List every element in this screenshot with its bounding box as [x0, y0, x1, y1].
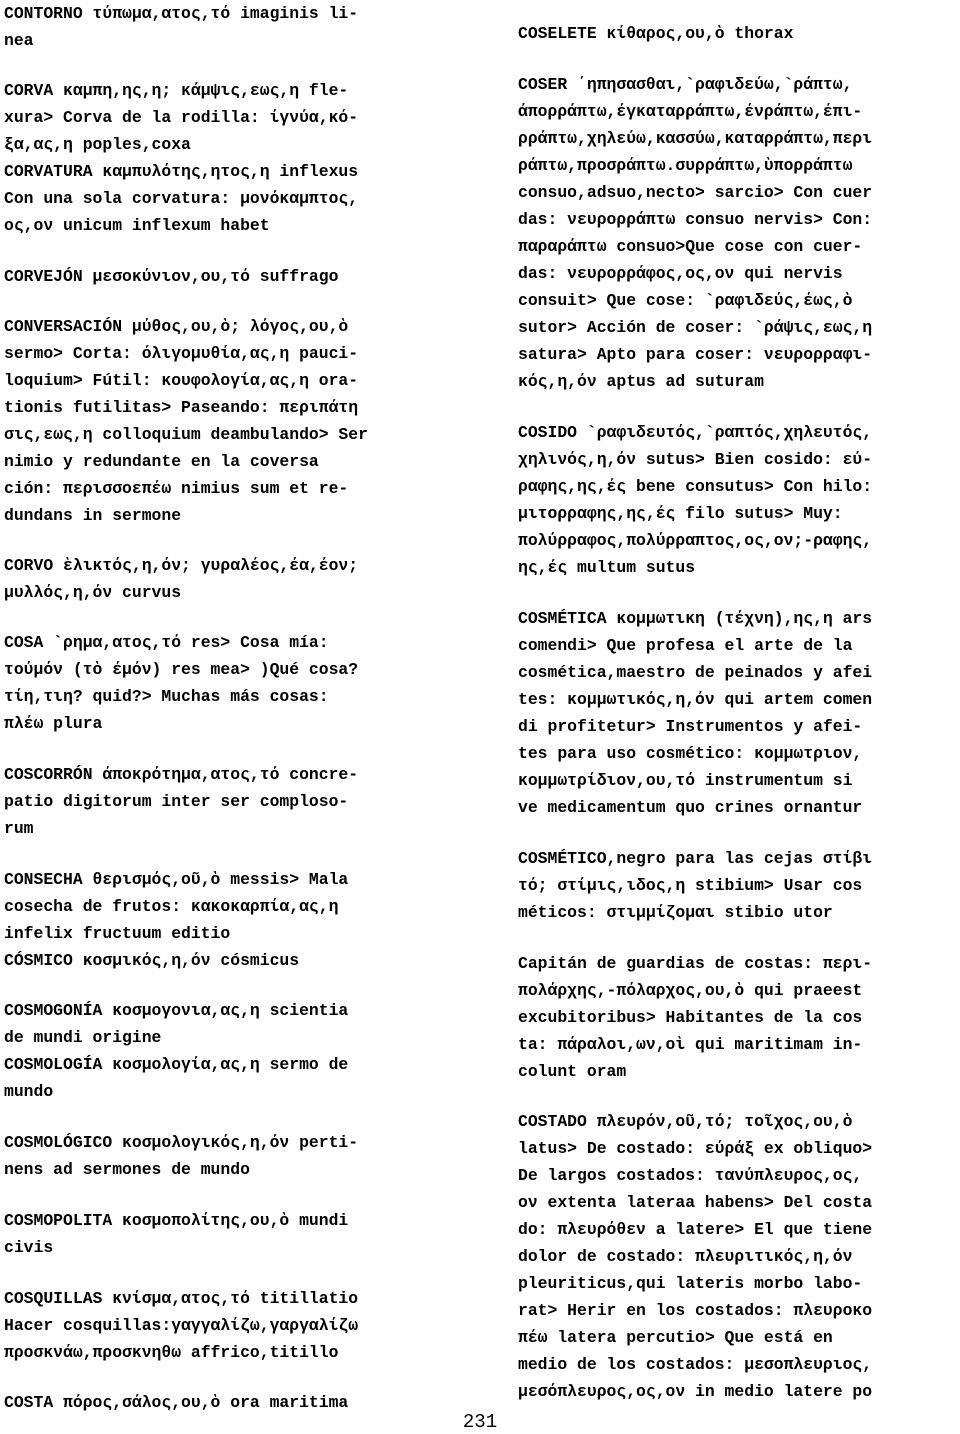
entry-line: do: πλευρόθεν a latere> El que tiene — [518, 1220, 873, 1239]
dictionary-entry — [518, 419, 958, 581]
entry-line: COSIDO `ραφιδευτός,`ραπτός,χηλευτός, — [518, 423, 873, 442]
entry-line: Con una sola corvatura: μονόκαμπτος, — [4, 189, 359, 208]
entry-line: COSMÉTICA κομμωτικη (τέχνη),ης,η ars — [518, 609, 873, 628]
entry-line: De largos costados: τανύπλευρος,ος, — [518, 1166, 863, 1185]
page-number: 231 — [462, 1411, 498, 1433]
entry-line: nens ad sermones de mundo — [4, 1160, 250, 1179]
entry-line: CONSECHA θερισμός,οῦ,ὸ messis> Mala — [4, 870, 349, 889]
entry-line: CORVATURA καμπυλότης,ητος,η inflexus — [4, 162, 359, 181]
dictionary-entry — [518, 950, 958, 1085]
entry-line: dolor de costado: πλευριτικός,η,όν — [518, 1247, 853, 1266]
entry-line: rat> Herir en los costados: πλευροκο — [518, 1301, 873, 1320]
entry-line: COSMOLOGÍA κοσμολογία,ας,η sermo de — [4, 1055, 349, 1074]
entry-line: latus> De costado: εύράξ ex obliquo> — [518, 1139, 873, 1158]
entry-line: COSTADO πλευρόν,οῦ,τό; τοῖχος,ου,ὸ — [518, 1112, 853, 1131]
entry-line: cosmética,maestro de peinados y afei — [518, 663, 873, 682]
entry-line: tes para uso cosmético: κομμωτριον, — [518, 744, 863, 763]
entry-line: COSQUILLAS κνίσμα,ατος,τό titillatio — [4, 1289, 359, 1308]
entry-line: infelix fructuum editio — [4, 924, 231, 943]
entry-line: COSCORRÓN άποκρότημα,ατος,τό concre- — [4, 765, 359, 784]
dictionary-entry — [518, 605, 958, 821]
dictionary-entry — [518, 20, 958, 47]
dictionary-entry — [518, 71, 958, 395]
entry-line: COSA `ρημα,ατος,τό res> Cosa mía: — [4, 633, 329, 652]
entry-line: COSMOGONÍA κοσμογονια,ας,η scientia — [4, 1001, 349, 1020]
entry-line: COSER ΄ηπησασθαι,`ραφιδεύω,`ράπτω, — [518, 75, 853, 94]
entry-line: ta: πάραλοι,ων,οὶ qui maritimam in- — [518, 1035, 863, 1054]
dictionary-entry — [4, 629, 450, 737]
dictionary-entry — [4, 997, 450, 1105]
entry-line: de mundi origine — [4, 1028, 162, 1047]
entry-line: nea — [4, 31, 34, 50]
entry-line: colunt oram — [518, 1062, 627, 1081]
entry-line: πολύρραφος,πολύρραπτος,ος,ον;-ραφης, — [518, 531, 873, 550]
entry-line: satura> Apto para coser: νευρορραφι- — [518, 345, 873, 364]
entry-line: CORVEJÓN μεσοκύνιον,ου,τό suffrago — [4, 267, 339, 286]
entry-line: sutor> Acción de coser: `ράψις,εως,η — [518, 318, 873, 337]
entry-line: ράπτω,προσράπτω.συρράπτω,ὺπορράπτω — [518, 156, 853, 175]
entry-line: di profitetur> Instrumentos y afei- — [518, 717, 863, 736]
dictionary-entry — [4, 77, 450, 239]
entry-line: sermo> Corta: όλιγομυθία,ας,η pauci- — [4, 344, 359, 363]
entry-line: παραράπτω consuo>Que cose con cuer- — [518, 237, 863, 256]
entry-line: mundo — [4, 1082, 54, 1101]
entry-line: das: νευρορράφος,ος,ον qui nervis — [518, 264, 843, 283]
dictionary-entry — [4, 1207, 450, 1261]
entry-line: consuit> Que cose: `ραφιδεύς,έως,ὸ — [518, 291, 853, 310]
entry-line: ης,ές multum sutus — [518, 558, 696, 577]
entry-line: μιτορραφης,ης,ές filo sutus> Muy: — [518, 504, 843, 523]
entry-line: COSMÉTICO,negro para las cejas στίβι — [518, 849, 873, 868]
entry-line: Capitán de guardias de costas: περι- — [518, 954, 873, 973]
entry-line: προσκνάω,προσκνηθω affrico,titillo — [4, 1343, 339, 1362]
dictionary-entry — [518, 845, 958, 926]
dictionary-entry — [4, 1285, 450, 1366]
entry-line: xura> Corva de la rodilla: ίγνύα,κό- — [4, 108, 359, 127]
dictionary-entry — [4, 866, 450, 974]
entry-line: COSTA πόρος,σάλος,ου,ὸ ora maritima — [4, 1393, 349, 1412]
entry-line: CÓSMICO κοσμικός,η,όν cósmicus — [4, 951, 300, 970]
entry-line: κός,η,όν aptus ad suturam — [518, 372, 764, 391]
entry-line: μεσόπλευρος,ος,ον in medio latere po — [518, 1382, 873, 1401]
entry-line: ον extenta lateraa habens> Del costa — [518, 1193, 873, 1212]
entry-line: pleuriticus,qui lateris morbo labo- — [518, 1274, 863, 1293]
entry-line: tes: κομμωτικός,η,όν qui artem comen — [518, 690, 873, 709]
dictionary-entry — [4, 263, 450, 290]
entry-line: COSELETE κίθαρος,ου,ὸ thorax — [518, 24, 794, 43]
entry-line: consuo,adsuo,necto> sarcio> Con cuer — [518, 183, 873, 202]
entry-line: comendi> Que profesa el arte de la — [518, 636, 853, 655]
entry-line: COSMOLÓGICO κοσμολογικός,η,όν perti- — [4, 1133, 359, 1152]
dictionary-entry — [4, 0, 450, 54]
entry-line: ος,ον unicum inflexum habet — [4, 216, 270, 235]
entry-line: Hacer cosquillas:γαγγαλίζω,γαργαλίζω — [4, 1316, 359, 1335]
entry-line: ρράπτω,χηλεύω,κασσύω,καταρράπτω,περι — [518, 129, 873, 148]
entry-line: κομμωτρίδιον,ου,τό instrumentum si — [518, 771, 853, 790]
entry-line: τό; στίμις,ιδος,η stibium> Usar cos — [518, 876, 863, 895]
right-column — [518, 0, 958, 1405]
entry-line: χηλινός,η,όν sutus> Bien cosido: εύ- — [518, 450, 873, 469]
entry-line: loquium> Fútil: κουφολογία,ας,η ora- — [4, 371, 359, 390]
entry-line: excubitoribus> Habitantes de la cos — [518, 1008, 863, 1027]
entry-line: COSMOPOLITA κοσμοπολίτης,ου,ὸ mundi — [4, 1211, 349, 1230]
entry-line: civis — [4, 1238, 54, 1257]
dictionary-entry — [4, 313, 450, 529]
entry-line: rum — [4, 819, 34, 838]
dictionary-entry — [4, 761, 450, 842]
entry-line: das: νευρορράπτω consuo nervis> Con: — [518, 210, 873, 229]
entry-line: πέω latera percutio> Que está en — [518, 1328, 833, 1347]
entry-line: ción: περισσοεπέω nimius sum et re- — [4, 479, 349, 498]
entry-line: τίη,τιη? quid?> Muchas más cosas: — [4, 687, 329, 706]
entry-line: ve medicamentum quo crines ornantur — [518, 798, 863, 817]
entry-line: patio digitorum inter ser complosо- — [4, 792, 349, 811]
dictionary-entry — [4, 552, 450, 606]
entry-line: cosecha de frutos: κακοκαρπία,ας,η — [4, 897, 339, 916]
left-column — [4, 0, 450, 1416]
entry-line: tionis futilitas> Paseando: περιπάτη — [4, 398, 359, 417]
entry-line: CONTORNO τύπωμα,ατος,τό imaginis li- — [4, 4, 359, 23]
entry-line: μυλλός,η,όν curvus — [4, 583, 182, 602]
entry-line: τούμόν (τὸ έμόν) res mea> )Qué cosa? — [4, 660, 359, 679]
entry-line: nimio y redundante en la coversa — [4, 452, 319, 471]
entry-line: dundans in sermone — [4, 506, 182, 525]
entry-line: CORVO ὲλικτός,η,όν; γυραλέος,έα,έον; — [4, 556, 359, 575]
entry-line: ξα,ας,η poples,coxa — [4, 135, 191, 154]
entry-line: CONVERSACIÓN μύθος,ου,ὸ; λόγος,ου,ὸ — [4, 317, 349, 336]
dictionary-entry — [4, 1129, 450, 1183]
entry-line: πλέω plura — [4, 714, 103, 733]
entry-line: πολάρχης,-πόλαρχος,ου,ὸ qui praeest — [518, 981, 863, 1000]
entry-line: ραφης,ης,ές bene consutus> Con hilo: — [518, 477, 873, 496]
entry-line: σις,εως,η colloquium deambulando> Ser — [4, 425, 368, 444]
entry-line: άπορράπτω,έγκαταρράπτω,ένράπτω,έπι- — [518, 102, 863, 121]
entry-line: méticos: στιμμίζομαι stibio utor — [518, 903, 833, 922]
entry-line: medio de los costados: μεσοπλευριος, — [518, 1355, 873, 1374]
dictionary-entry — [518, 1108, 958, 1405]
entry-line: CORVA καμπη,ης,η; κάμψις,εως,η fle- — [4, 81, 349, 100]
